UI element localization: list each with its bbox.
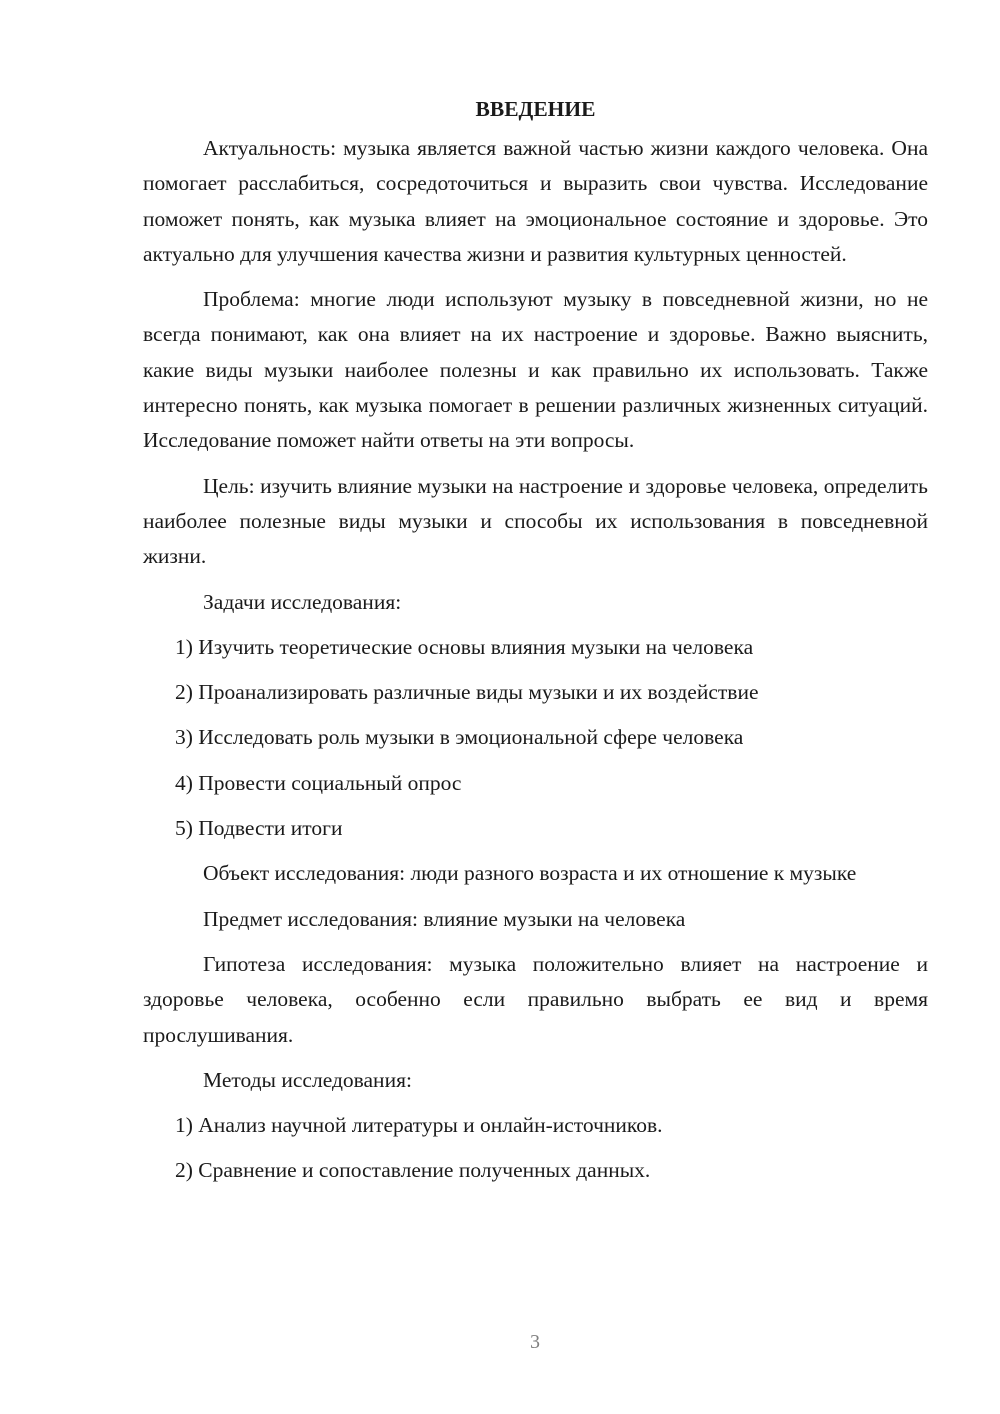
list-item: 1) Анализ научной литературы и онлайн-источников.	[175, 1113, 663, 1138]
methods-heading: Методы исследования:	[203, 1067, 412, 1092]
tasks-list	[143, 630, 928, 846]
tasks-heading: Задачи исследования:	[203, 589, 402, 614]
paragraph-subject: Предмет исследования: влияние музыки на человека	[203, 906, 686, 931]
page-number: 3	[530, 1331, 540, 1353]
methods-list	[143, 1108, 928, 1189]
paragraph-object: Объект исследования: люди разного возраста и их отношение к музыке	[203, 861, 857, 886]
list-item: 2) Сравнение и сопоставление полученных данных.	[175, 1158, 651, 1183]
list-item: 4) Провести социальный опрос	[175, 770, 462, 795]
paragraph-goal: Цель: изучить влияние музыки на настроение и здоровье человека, определить наиболее полезные виды музыки и способы их использования в повседневной жизни.	[143, 473, 928, 569]
list-item: 3) Исследовать роль музыки в эмоциональной сфере человека	[175, 725, 744, 750]
list-item: 1) Изучить теоретические основы влияния музыки на человека	[175, 634, 754, 659]
paragraph-hypothesis: Гипотеза исследования: музыка положительно влияет на настроение и здоровье человека, особенно если правильно выбрать ее вид и время прослушивания.	[143, 951, 928, 1047]
paragraph-problem: Проблема: многие люди используют музыку в повседневной жизни, но не всегда понимают, как она влияет на их настроение и здоровье. Важно выяснить, какие виды музыки наиболее полезны и как правильно их использовать. Также интересно понять, как музыка помогает в решении различных жизненных ситуаций. Исследование поможет найти ответы на эти вопросы.	[143, 287, 928, 453]
list-item: 5) Подвести итоги	[175, 816, 343, 841]
section-title: ВВЕДЕНИЕ	[475, 97, 596, 121]
paragraph-relevance: Актуальность: музыка является важной частью жизни каждого человека. Она помогает расслабиться, сосредоточиться и выразить свои чувства. Исследование поможет понять, как музыка влияет на эмоциональное состояние и здоровье. Это актуально для улучшения качества жизни и развития культурных ценностей.	[143, 136, 928, 266]
document-page	[143, 92, 928, 1199]
list-item: 2) Проанализировать различные виды музыки и их воздействие	[175, 680, 759, 705]
